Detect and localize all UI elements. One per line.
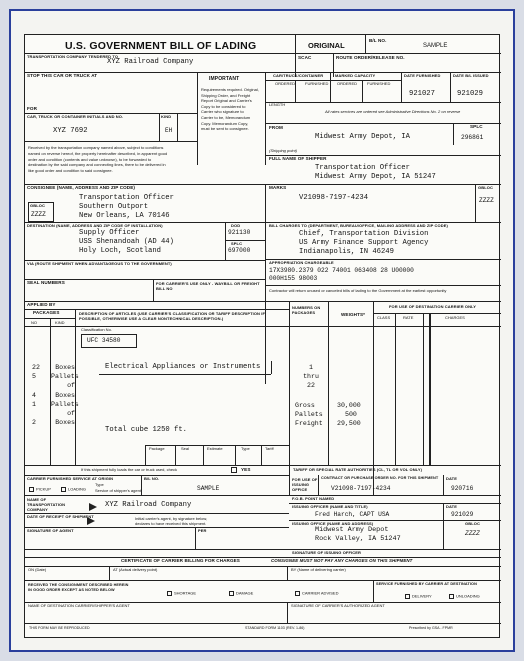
destination-splc-label: SPLC: [231, 241, 243, 246]
pickup-option[interactable]: PICKUP: [29, 487, 51, 492]
via-label: VIA (ROUTE SHIPMENT WHEN ADVANTAGEOUS TO THE GOVERNMENT): [27, 261, 172, 266]
pallets-weight: 500: [345, 411, 357, 418]
dod-value: 921130: [228, 229, 251, 236]
classification-value: UFC 34580: [87, 337, 121, 344]
damage-option[interactable]: DAMAGE: [229, 591, 253, 596]
contract-value: V21098-7197-4234: [331, 485, 391, 492]
shipping-point-label: (Shipping point): [269, 148, 298, 153]
at-point-label: AT (Actual delivery point): [113, 567, 158, 572]
subcol-seal: Seal: [181, 446, 190, 451]
consignee-label: CONSIGNEE (NAME, ADDRESS AND ZIP CODE): [27, 185, 136, 190]
date-bl-issued-label: DATE B/L ISSUED: [453, 73, 489, 78]
receipt-declaration: Initial carrier's agent, by signature below, declares to have received this shipment.: [135, 516, 208, 526]
bill-of-lading-form: [24, 34, 500, 638]
contract-label: CONTRACT OR PURCHASE ORDER NO. FOR THIS SHIPMENT: [321, 476, 439, 480]
ordered-label: ORDERED: [275, 81, 296, 86]
bill-charges-line-2: US Army Finance Support Agency: [299, 239, 429, 247]
billing-subtitle: CONSIGNEE MUST NOT PAY ANY CHARGES ON THIS SHIPMENT: [271, 558, 413, 563]
ordered-label-2: ORDERED: [337, 81, 358, 86]
from-label: FROM: [269, 125, 283, 130]
tariff-authorities-label: TARIFF OR SPECIAL RATE AUTHORITIES (CL, TL OR VOL ONLY): [293, 467, 423, 472]
seal-numbers-label: SEAL NUMBERS: [27, 280, 65, 285]
consignee-line-3: New Orleans, LA 70146: [79, 212, 170, 220]
shipper-label: FULL NAME OF SHIPPER: [269, 156, 327, 161]
from-splc-label: SPLC: [470, 124, 483, 129]
received-good-order-label: RECEIVED THE CONSIGNMENT DESCRIBED HEREIN IN GOOD ORDER EXCEPT AS NOTED BELOW: [28, 583, 129, 592]
service-type-label: Type: [95, 482, 104, 487]
weights-label: WEIGHTS*: [341, 312, 366, 317]
length-label: LENGTH: [269, 102, 286, 107]
issuing-date-value: 921029: [451, 511, 474, 518]
destination-label: DESTINATION (NAME, ADDRESS AND ZIP CODE OF INSTALLATION): [27, 223, 163, 228]
from-splc-value: 296861: [461, 134, 484, 141]
full-load-text: If this shipment fully loads the car or truck used, check: [81, 467, 178, 472]
classification-caption: Classification No.: [81, 327, 112, 332]
loading-checkbox[interactable]: [61, 487, 66, 492]
dod-label: DOD: [231, 223, 241, 228]
date-bl-issued-value: 921029: [457, 90, 483, 98]
agent-authorized-signature-label: SIGNATURE OF CARRIER'S AUTHORIZED AGENT: [291, 603, 385, 608]
stop-at-label: STOP THIS CAR OR TRUCK AT: [27, 73, 98, 78]
appropriation-line-1: 17X3980.2379 022 74001 063408 28 U00000: [269, 267, 414, 274]
damage-checkbox[interactable]: [229, 591, 234, 596]
issuing-gbloc-value: ZZZZ: [465, 530, 480, 537]
carrier-advised-checkbox[interactable]: [295, 591, 300, 596]
contract-date-label: DATE: [446, 476, 457, 481]
full-load-value: YES: [241, 467, 251, 472]
destination-line-1: Supply Officer: [79, 229, 140, 237]
class-label: CLASS: [377, 315, 391, 320]
received-statement: Received by the transportation company named above, subject to conditions named on reverse hereof, the property hereinafter described, in apparent good order and condition (contents and value unknown), to be forwarded to destination by the said company and connecting lines, there to be delivered in like good order and condition to said consignee.: [28, 145, 168, 174]
issuing-office-line-2: Rock Valley, IA 51247: [315, 535, 401, 543]
footer-left: THIS FORM MAY BE REPRODUCED: [29, 626, 90, 630]
consignee-line-2: Southern Outport: [79, 203, 149, 211]
unloading-checkbox[interactable]: [449, 594, 454, 599]
freight-label: Freight: [295, 420, 323, 427]
freight-weight: 29,500: [337, 420, 361, 427]
service-type-sub: Service of shipper's agent: [95, 488, 141, 493]
consignee-gbloc-label: GBLOC: [30, 203, 45, 208]
bl-number-sample: SAMPLE: [423, 43, 448, 49]
marks-label: MARKS: [269, 185, 287, 190]
furnished-label-2: FURNISHED: [367, 81, 391, 86]
issuing-gbloc-label: GBLOC: [465, 521, 480, 526]
gross-label: Gross: [295, 402, 315, 409]
packages-kind-label: KIND: [55, 320, 65, 325]
applied-by-label: APPLIED BY: [27, 302, 56, 307]
service-bl-no-label: B/L NO.: [144, 476, 160, 481]
marks-gbloc-label: GBLOC: [478, 185, 493, 190]
from-value: Midwest Army Depot, IA: [315, 133, 410, 141]
container-note: All rates services are ordered see Administrative Directions No. 2 on reverse: [325, 109, 461, 114]
waybill-label: FOR CARRIER'S USE ONLY - WAYBILL OR FREIGHT BILL NO: [156, 281, 260, 291]
subcol-package: Package: [149, 446, 165, 451]
container-label: CAR/TRUCK/CONTAINER: [273, 73, 324, 78]
marks-gbloc-value: ZZZZ: [479, 197, 494, 204]
date-furnished-label: DATE FURNISHED: [404, 73, 441, 78]
subcol-tariff: Tariff: [265, 446, 274, 451]
subcol-type: Type: [241, 446, 250, 451]
full-load-checkbox[interactable]: [231, 467, 237, 473]
loading-option[interactable]: LOADING: [61, 487, 86, 492]
destination-carrier-label: FOR USE OF DESTINATION CARRIER ONLY: [389, 304, 477, 309]
marks-value: V21098-7197-4234: [299, 194, 369, 202]
description-label: DESCRIPTION OF ARTICLES (USE CARRIER'S CLASSIFICATION OR TARIFF DESCRIPTION IF POSSIBLE, OTHERWISE USE A CLEAR NONTECHNICAL DESCRIPTION.): [79, 311, 266, 321]
shortage-option[interactable]: SHORTAGE: [167, 591, 196, 596]
subcol-estimate: Estimate: [207, 446, 223, 451]
company-name-label: NAME OF TRANSPORTATION COMPANY: [27, 497, 66, 512]
original-label: ORIGINAL: [308, 41, 345, 50]
appropriation-line-2: 000H155 98003: [269, 275, 318, 282]
gross-weight: 30,000: [337, 402, 361, 409]
important-text: Requirements required. Original, Shipping Order, and Freight Report Original and Carrier's Copy to be considered to Carrier who signature to Carrier to be, Memorandum Copy. Memorandum Copy, must be sent to consignee.: [201, 87, 259, 132]
scac-label: SCAC: [298, 55, 312, 60]
total-cube: Total cube 1250 ft.: [105, 426, 187, 434]
bill-charges-line-1: Chief, Transportation Division: [299, 230, 429, 238]
issuing-signature-label: SIGNATURE OF ISSUING OFFICER: [292, 550, 361, 555]
shipper-line-1: Transportation Officer: [315, 164, 410, 172]
receipt-date-label: DATE OF RECEIPT OF SHIPMENT: [27, 514, 94, 519]
tendered-to-label: TRANSPORTATION COMPANY TENDERED TO: [27, 54, 119, 59]
fob-point-label: F.O.B. POINT NAMED: [292, 496, 335, 501]
charges-label: CHARGES: [445, 315, 465, 320]
car-truck-number: XYZ 7692: [53, 127, 88, 135]
issuing-office-line-1: Midwest Army Depot: [315, 526, 389, 534]
consignee-signature-label: NAME OF DESTINATION CARRIER/SHIPPER'S AGENT: [28, 603, 130, 608]
per-label: PER: [198, 528, 207, 533]
date-furnished-value: 921027: [409, 90, 435, 98]
footer-right: Prescribed by GSA - FPMR: [409, 626, 453, 630]
delivery-checkbox[interactable]: [405, 594, 410, 599]
pallets-label: Pallets: [295, 411, 323, 418]
arrow-marker-icon: [89, 503, 97, 511]
issuing-office-label: ISSUING OFFICE (NAME AND ADDRESS): [292, 521, 374, 526]
rate-label: RATE: [403, 315, 414, 320]
for-label: FOR: [27, 106, 37, 111]
on-date-label: ON (Date): [28, 567, 47, 572]
furnished-label: FURNISHED: [305, 81, 329, 86]
bl-no-label: B/L NO.: [369, 38, 387, 43]
package-numbers: 1 thru 22: [303, 364, 319, 390]
carrier-service-label: CARRIER FURNISHED SERVICE AT ORIGIN: [27, 476, 114, 481]
bill-charges-label: BILL CHARGES TO (DEPARTMENT, BUREAU/OFFICE, MAILING ADDRESS AND ZIP CODE): [269, 223, 448, 228]
marked-capacity-label: MARKED CAPACITY: [335, 73, 376, 78]
form-title: U.S. GOVERNMENT BILL OF LADING: [65, 40, 257, 52]
route-order-label: ROUTE ORDER/RELEASE NO.: [336, 55, 405, 60]
delivery-option[interactable]: DELIVERY: [405, 594, 432, 599]
shipper-line-2: Midwest Army Depot, IA 51247: [315, 173, 436, 181]
important-label: IMPORTANT: [209, 76, 240, 82]
kind-value: EH: [165, 127, 173, 134]
carrier-advised-option[interactable]: CARRIER ADVISED: [295, 591, 338, 596]
by-carrier-label: BY (Name of delivering carrier): [291, 567, 346, 572]
appropriation-label: APPROPRIATION CHARGEABLE: [269, 260, 334, 265]
destination-service-label: SERVICE FURNISHED BY CARRIER AT DESTINATION: [376, 582, 477, 586]
agent-signature-label: SIGNATURE OF AGENT: [27, 528, 74, 533]
issuing-officer-label: ISSUING OFFICER (NAME AND TITLE): [292, 504, 368, 509]
billing-title: CERTIFICATE OF CARRIER BILLING FOR CHARGES: [121, 558, 240, 563]
unloading-option[interactable]: UNLOADING: [449, 594, 480, 599]
pickup-checkbox[interactable]: [29, 487, 34, 492]
issuing-date-label: DATE: [446, 504, 457, 509]
quantity-column: 22 5 4 1 2: [32, 364, 40, 427]
contract-date-value: 920716: [451, 485, 474, 492]
destination-splc-value: 697000: [228, 247, 251, 254]
arrow-marker-icon-2: [87, 517, 95, 525]
kind-column: Boxes Pallets of Boxes Pallets of Boxes: [51, 364, 79, 427]
destination-line-3: Holy Loch, Scotland: [79, 247, 161, 255]
article-description: Electrical Appliances or Instruments: [105, 363, 261, 371]
issuing-office-use-label: FOR USE OF ISSUING OFFICE: [292, 477, 318, 492]
packages-no-label: NO: [31, 320, 37, 325]
carrier-name: XYZ Railroad Company: [107, 58, 194, 66]
shortage-checkbox[interactable]: [167, 591, 172, 596]
car-truck-label: CAR, TRUCK OR CONTAINER INITIALS AND NO.: [27, 114, 124, 119]
issuing-officer-value: Fred Harch, CAPT USA: [315, 511, 390, 518]
footer-mid: STANDARD FORM 1103 (REV. 1-86): [245, 626, 305, 630]
contractor-text: Contractor will return unused or canceled bills of lading to the Government at the earliest opportunity: [269, 288, 447, 293]
service-bl-no-value: SAMPLE: [197, 485, 220, 492]
consignee-gbloc-value: ZZZZ: [31, 211, 46, 218]
destination-line-2: USS Shenandoah (AD 44): [79, 238, 174, 246]
kind-label: KIND: [161, 114, 172, 119]
receipt-company-name: XYZ Railroad Company: [105, 501, 192, 509]
bill-charges-line-3: Indianapolis, IN 46249: [299, 248, 394, 256]
packages-label: PACKAGES: [33, 310, 60, 315]
consignee-line-1: Transportation Officer: [79, 194, 174, 202]
numbers-on-packages-label: NUMBERS ON PACKAGES: [292, 305, 321, 315]
